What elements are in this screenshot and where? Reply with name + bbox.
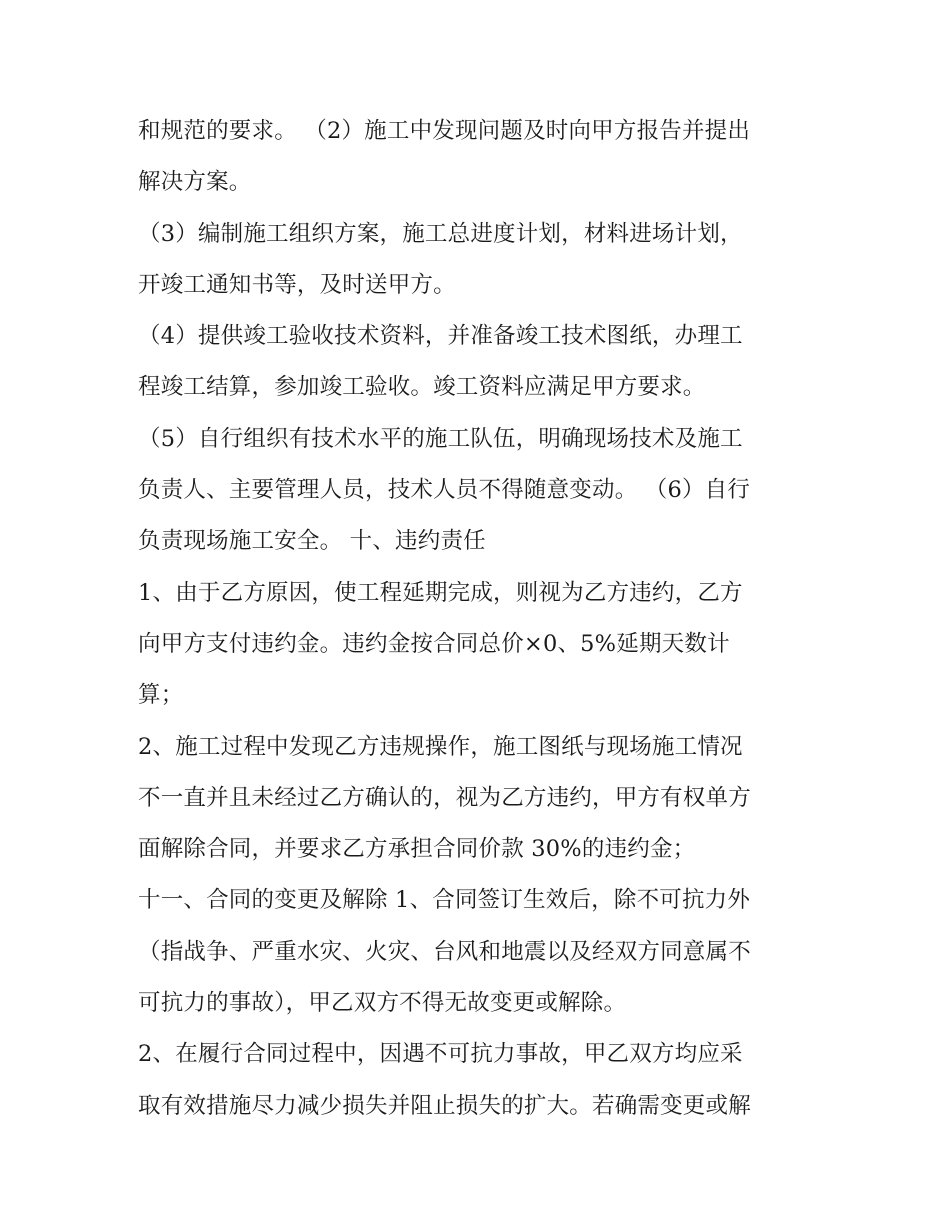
text-line: （指战争、严重水灾、火灾、台风和地震以及经双方同意属不: [138, 938, 751, 965]
text-line: 面解除合同，并要求乙方承担合同价款 30%的违约金；: [138, 836, 696, 863]
text-line: 和规范的要求。 （2）施工中发现问题及时向甲方报告并提出: [138, 118, 751, 144]
text-line: 负责现场施工安全。 十、违约责任: [138, 528, 486, 555]
text-line: 可抗力的事故），甲乙双方不得无故变更或解除。: [138, 990, 627, 1017]
text-line: 2、施工过程中发现乙方违规操作，施工图纸与现场施工情况: [138, 733, 743, 760]
text-line: 向甲方支付违约金。违约金按合同总价×0、5%延期天数计: [138, 630, 730, 657]
text-line: 负责人、主要管理人员，技术人员不得随意变动。 （6）自行: [138, 477, 751, 504]
text-line: （5）自行组织有技术水平的施工队伍，明确现场技术及施工: [138, 425, 743, 452]
text-line: 程竣工结算，参加竣工验收。竣工资料应满足甲方要求。: [138, 374, 706, 401]
text-line: （3）编制施工组织方案，施工总进度计划，材料进场计划，: [138, 220, 743, 247]
text-line: 取有效措施尽力减少损失并阻止损失的扩大。若确需变更或解: [138, 1092, 751, 1119]
text-line: 开竣工通知书等，及时送甲方。: [138, 271, 456, 298]
text-line: 算；: [138, 682, 184, 709]
text-line: 解决方案。: [138, 169, 252, 196]
text-line: （4）提供竣工验收技术资料，并准备竣工技术图纸，办理工: [138, 323, 743, 350]
text-line: 不一直并且未经过乙方确认的，视为乙方违约，甲方有权单方: [138, 784, 751, 811]
document-body: [138, 106, 828, 1132]
text-line: 1、由于乙方原因，使工程延期完成，则视为乙方违约，乙方: [138, 579, 743, 606]
text-line: 十一、合同的变更及解除 1、合同签订生效后，除不可抗力外: [138, 887, 751, 914]
text-line: 2、在履行合同过程中，因遇不可抗力事故，甲乙双方均应采: [138, 1041, 743, 1068]
